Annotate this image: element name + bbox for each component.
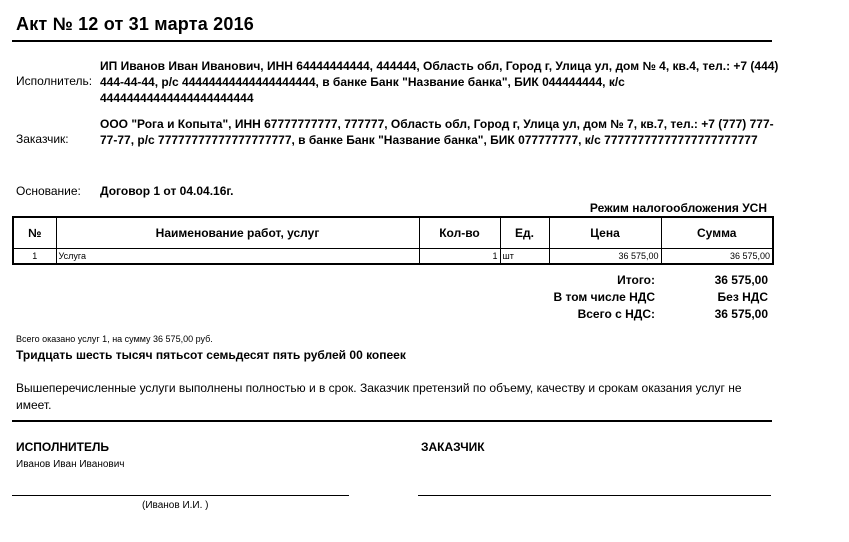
total-value: 36 575,00 xyxy=(714,273,768,287)
col-header-unit: Ед. xyxy=(500,217,549,249)
summary-line: Всего оказано услуг 1, на сумму 36 575,00 руб. xyxy=(16,334,213,344)
col-header-sum: Сумма xyxy=(661,217,773,249)
customer-signature-line xyxy=(418,495,771,496)
customer-details: ООО "Рога и Копыта", ИНН 67777777777, 777777, Область обл, Город г, Улица ул, дом № 7, кв.7, тел.: +7 (777) 777-77-77, р/с 77777777777777777777, в банке Банк "Название банка", БИК 077777777, к/с 77777777777777777777777 xyxy=(100,117,774,147)
table-header-row xyxy=(13,217,773,249)
basis-value: Договор 1 от 04.04.16г. xyxy=(100,184,234,198)
total-vat-value: 36 575,00 xyxy=(714,307,768,321)
cell-qty: 1 xyxy=(419,249,500,265)
vat-value: Без НДС xyxy=(717,290,768,304)
executor-label: Исполнитель: xyxy=(16,74,93,88)
cell-unit: шт xyxy=(500,249,549,265)
cell-name: Услуга xyxy=(56,249,419,265)
title-divider xyxy=(12,40,772,42)
cell-sum: 36 575,00 xyxy=(661,249,773,265)
cell-price: 36 575,00 xyxy=(549,249,661,265)
basis-label: Основание: xyxy=(16,184,81,198)
signature-divider xyxy=(12,420,772,422)
executor-signature-name: Иванов Иван Иванович xyxy=(16,459,125,470)
executor-signature-decode: (Иванов И.И. ) xyxy=(142,500,209,511)
tax-regime: Режим налогообложения УСН xyxy=(589,201,767,215)
col-header-name: Наименование работ, услуг xyxy=(56,217,419,249)
table-row xyxy=(13,249,773,265)
vat-label: В том числе НДС xyxy=(553,290,655,304)
amount-in-words: Тридцать шесть тысяч пятьсот семьдесят пять рублей 00 копеек xyxy=(16,348,406,362)
col-header-qty: Кол-во xyxy=(419,217,500,249)
total-vat-label: Всего с НДС: xyxy=(577,307,655,321)
document-title: Акт № 12 от 31 марта 2016 xyxy=(16,14,255,34)
total-label: Итого: xyxy=(617,273,655,287)
cell-num: 1 xyxy=(13,249,56,265)
executor-signature-heading: ИСПОЛНИТЕЛЬ xyxy=(16,440,110,454)
executor-details: ИП Иванов Иван Иванович, ИНН 64444444444, 444444, Область обл, Город г, Улица ул, дом № 4, кв.4, тел.: +7 (444) 444-44-44, р/с 44444444444444444444, в банке Банк "Название банка", БИК 044444444, к/с 44444444444444444444444 xyxy=(100,59,779,105)
col-header-num: № xyxy=(13,217,56,249)
customer-signature-heading: ЗАКАЗЧИК xyxy=(421,440,485,454)
customer-label: Заказчик: xyxy=(16,132,69,146)
services-table xyxy=(12,216,774,265)
completion-note: Вышеперечисленные услуги выполнены полностью и в срок. Заказчик претензий по объему, качеству и срокам оказания услуг не имеет. xyxy=(16,381,742,412)
executor-signature-line xyxy=(12,495,349,496)
col-header-price: Цена xyxy=(549,217,661,249)
